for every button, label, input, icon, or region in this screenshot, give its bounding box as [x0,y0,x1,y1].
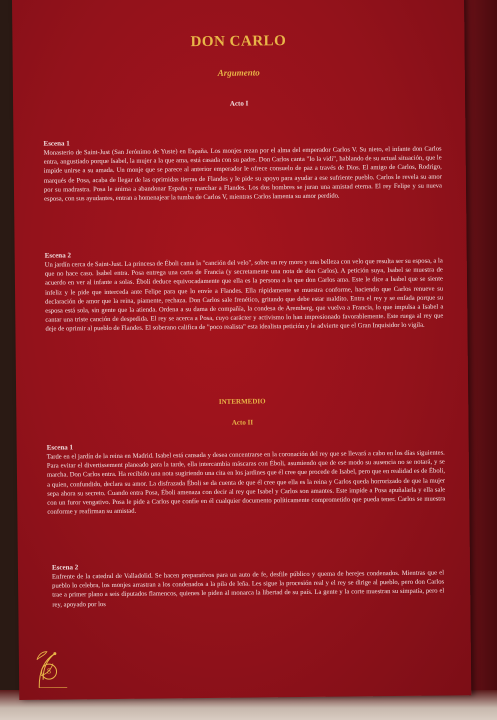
act-heading: Acto II [231,418,254,427]
scene-heading: Escena 1 [43,139,70,148]
section-subtitle: Argumento [217,67,260,78]
floral-ornament-icon [33,629,74,689]
scene-paragraph: Tarde en el jardín de la reina en Madrid. Isabel está cansada y desea concentrarse en la coronación del rey que se llevará a cabo en los días siguientes. Para evitar el divertissement planeado para la tarde, ella intercambia máscaras con Éboli, asumiendo que de ese modo su ausencia no se notará, y se marcha. Don Carlos entra. Ha recibido una nota sugiriendo una cita en los jardines que él cree que procede de Isabel, pero que en realidad es de Éboli, a quien, confundido, declara su amor. La disfrazada Éboli se da cuenta de que él cree que ella es la reina y Carlos queda horrorizado de que la mujer sepa ahora su secreto. Cuando entra Posa, Éboli amenaza con decir al rey que Isabel y Carlos son amantes. Este impide a Posa apuñalarla y ella sale con un furor vengativo. Posa le pide a Carlos que confíe en él cualquier documento políticamente comprometido que pueda tener. Carlos se muestra conforme y reafirman su amistad. [46,449,446,516]
act-heading: Acto I [229,99,249,108]
scene-paragraph: Un jardín cerca de Saint-Just. La princesa de Éboli canta la "canción del velo", sobre un rey moro y una belleza con velo que resulta ser su esposa, a la que no hace caso. Isabel entra. Posa entrega una carta de Francia (y secretamente una nota de don Carlos). A petición suya, Isabel se muestra de acuerdo en ver al infante a solas. Éboli deduce equivocadamente que ella es la persona a la que don Carlos ama. Este le dice a Isabel que se siente infeliz y le pide que interceda ante Felipe para que lo envíe a Flandes. Ella rápidamente se muestra conforme, haciendo que Carlos renueve su declaración de amor que la reina, piamente, rechaza. Don Carlos sale frenético, gritando que debe estar maldito. Entra el rey y se enfada porque su esposa está sola, sin gente que la atienda. Ordena a su dama de compañía, la condesa de Aremberg, que vuelva a Francia, lo que impulsa a Isabel a cantar una triste canción de despedida. El rey se acerca a Posa, cuyo carácter y activismo lo han impresionado favorablemente. Este ruega al rey que deje de oprimir al pueblo de Flandes. El soberano califica de "poco realista" esta idealista petición y le advierte que el Gran Inquisidor lo vigila. [44,257,444,334]
page-number: 8 [41,664,57,680]
scene-heading: Escena 2 [44,251,71,260]
scene-heading: Escena 1 [46,443,73,452]
page-title: DON CARLO [190,33,287,51]
intermission-heading: INTERMEDIO [218,397,266,406]
scene-heading: Escena 2 [51,563,79,572]
scene-paragraph: Monasterio de Saint-Just (San Jerónimo de Yuste) en España. Los monjes rezan por el alma del emperador Carlos V. Su nieto, el infante don Carlos entra, angustiado porque Isabel, la mujer a la que ama, está casada con su padre. Don Carlos canta "Io la vidi", hablando de su actual situación, que le impide unirse a su amada. Un monje que se parece al anterior emperador le ofrece consuelo de paz a través de Dios. El amigo de Carlos, Rodrigo, marqués de Posa, acaba de llegar de las oprimidas tierras de Flandes y le pide su apoyo para ayudar a ese sufriente pueblo. Carlos le revela su amor por su madrastra. Posa le anima a abandonar España y marchar a Flandes. Los dos hombres se juran una amistad eterna. El rey Felipe y su nueva esposa, con sus ayudantes, entran a homenajear la tumba de Carlos V, mientras Carlos lamenta su amor perdido. [43,145,443,203]
program-page [12,0,471,700]
scene-paragraph: Enfrente de la catedral de Valladolid. Se hacen preparativos para un auto de fe, desfile público y quema de herejes condenados. Mientras que el pueblo lo celebra, los monjes arrastran a los condenados a la pila de leña. Les sigue la procesión real y el rey se dirige al pueblo, pero don Carlos trae a primer plano a seis diputados flamencos, quienes le piden al monarca la libertad de su país. La gente y la corte muestran su simpatía, pero el rey, apoyado por los [52,569,445,609]
